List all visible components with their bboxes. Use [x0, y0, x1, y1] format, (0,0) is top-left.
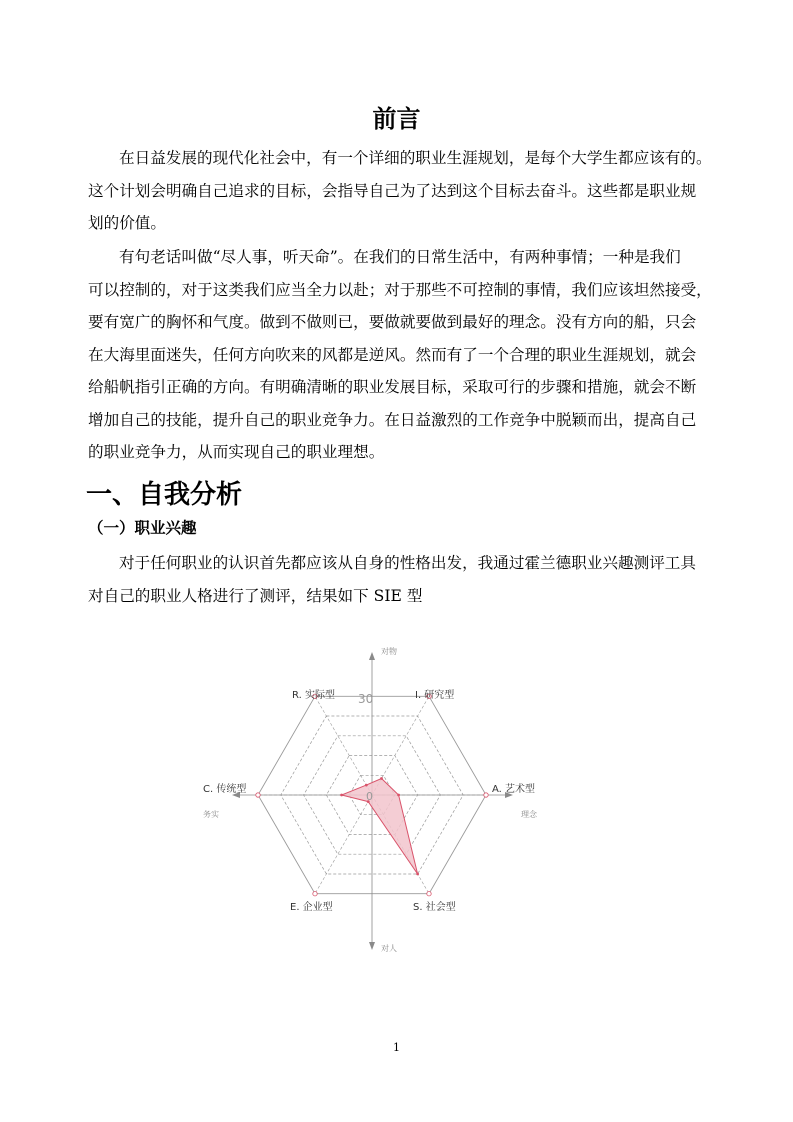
- radar-data-point: [365, 784, 368, 787]
- text-line: 划的价值。: [88, 214, 166, 232]
- radar-axis-label: C. 传统型: [203, 784, 247, 795]
- arrow-up-icon: [369, 652, 375, 660]
- radar-data-point: [340, 794, 343, 797]
- radar-data-point: [397, 794, 400, 797]
- text-line: 可以控制的，对于这类我们应当全力以赴；对于那些不可控制的事情，我们应该坦然接受，: [88, 280, 712, 299]
- radar-vertex-marker: [313, 892, 317, 896]
- subsection-heading: （一）职业兴趣: [88, 519, 197, 537]
- quadrant-label-top: 对物: [381, 647, 397, 656]
- arrow-down-icon: [369, 942, 375, 950]
- text-line: 增加自己的技能，提升自己的职业竞争力。在日益激烈的工作竞争中脱颖而出，提高自己: [88, 410, 697, 429]
- text-line: 要有宽广的胸怀和气度。做到不做则已，要做就要做到最好的理念。没有方向的船，只会: [88, 313, 697, 331]
- quadrant-label-bottom: 对人: [381, 944, 397, 953]
- radar-vertex-marker: [484, 793, 488, 797]
- radar-spoke: [315, 795, 372, 894]
- text-line: 给船帆指引正确的方向。有明确清晰的职业发展目标，采取可行的步骤和措施，就会不断: [88, 378, 697, 396]
- text-line: 对于任何职业的认识首先都应该从自身的性格出发，我通过霍兰德职业兴趣测评工具: [119, 554, 696, 572]
- radar-axis-label: S. 社会型: [413, 902, 456, 913]
- radar-axis-label: R. 实际型: [292, 690, 335, 701]
- text-line: 这个计划会明确自己追求的目标，会指导自己为了达到这个目标去奋斗。这些都是职业规: [88, 181, 697, 200]
- radar-data-point: [380, 777, 383, 780]
- quadrant-label-left: 务实: [203, 810, 219, 819]
- radar-scale-max-label: 30: [358, 692, 374, 706]
- radar-vertex-marker: [427, 892, 431, 896]
- page-number: 1: [393, 1041, 400, 1054]
- text-line: 在大海里面迷失，任何方向吹来的风都是逆风。然而有了一个合理的职业生涯规划，就会: [88, 345, 697, 364]
- text-line: 的职业竞争力，从而实现自己的职业理想。: [88, 443, 385, 461]
- page-title: 前言: [372, 105, 421, 133]
- radar-spoke: [315, 696, 372, 795]
- radar-axis-label: E. 企业型: [290, 902, 333, 913]
- radar-axis-label: I. 研究型: [415, 690, 455, 701]
- section-heading: 一、自我分析: [86, 480, 243, 510]
- radar-scale-min-label: 0: [366, 790, 373, 803]
- radar-vertex-marker: [256, 793, 260, 797]
- text-line: 在日益发展的现代化社会中，有一个详细的职业生涯规划，是每个大学生都应该有的。: [119, 149, 712, 167]
- radar-axis-label: A. 艺术型: [492, 784, 536, 795]
- quadrant-label-right: 理念: [521, 810, 537, 819]
- radar-data-area: [342, 779, 418, 875]
- text-line: 对自己的职业人格进行了测评，结果如下 SIE 型: [88, 586, 423, 605]
- radar-data-point: [416, 873, 419, 876]
- text-line: 有句老话叫做“尽人事，听天命”。在我们的日常生活中，有两种事情；一种是我们: [119, 248, 681, 266]
